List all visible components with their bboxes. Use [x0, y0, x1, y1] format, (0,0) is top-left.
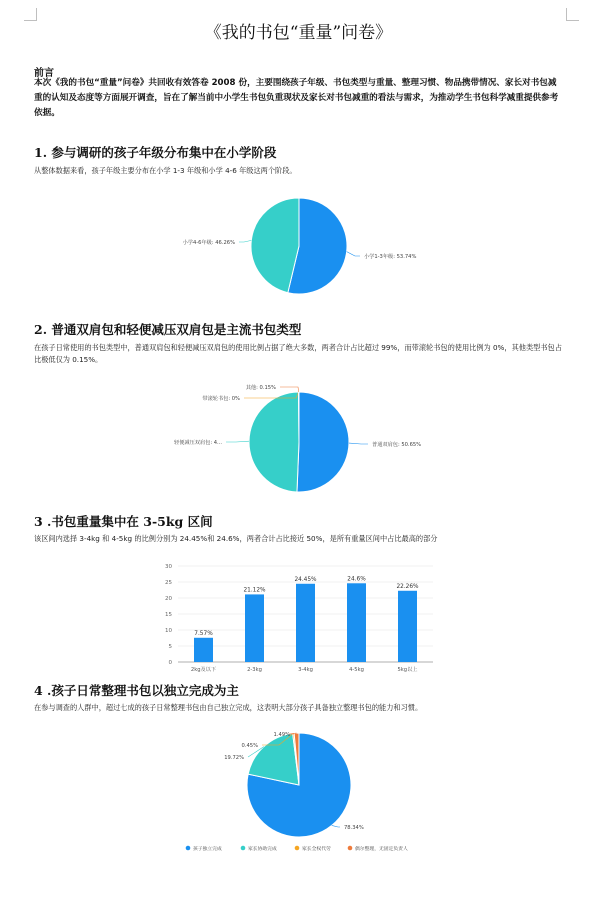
pie-label: 19.72% — [224, 755, 244, 761]
pie-label: 普通双肩包: 50.65% — [372, 442, 422, 448]
preface-heading: 前言 — [34, 68, 54, 79]
y-tick-label: 20 — [165, 596, 172, 602]
pie-leader-line — [332, 825, 340, 827]
legend-swatch — [186, 846, 191, 851]
pie-slice — [249, 392, 299, 492]
legend-label: 孩子独立完成 — [193, 847, 222, 852]
pie-slice — [297, 392, 349, 492]
pie-leader-line — [280, 387, 299, 392]
pie-label: 小学4-6年级: 46.26% — [182, 240, 235, 246]
x-tick-label: 5kg以上 — [397, 667, 418, 673]
bar — [245, 594, 264, 662]
y-tick-label: 0 — [168, 660, 172, 666]
preface-text: 本次《我的书包“重量”问卷》共回收有效答卷 2008 份，主要围绕孩子年级、书包类型与重量、整理习惯、物品携带情况、家长对书包减重的认知及态度等方面展开调查，旨在了解当前中小学生书包负重现状及家长对书包减重的看法与需求，为推动学生书包科学减重提供参考依据。 — [34, 78, 559, 118]
bar — [296, 584, 315, 662]
section-2-heading: 2. 普通双肩包和轻便减压双肩包是主流书包类型 — [34, 322, 302, 337]
legend-swatch — [295, 846, 300, 851]
legend-swatch — [348, 846, 353, 851]
pie-label: 0.45% — [241, 743, 258, 749]
pie-leader-line — [239, 240, 251, 242]
legend-label: 家长全权代劳 — [302, 847, 331, 852]
section-3-heading: 3 .书包重量集中在 3-5kg 区间 — [34, 514, 213, 529]
section-1-text: 从整体数据来看，孩子年级主要分布在小学 1-3 年级和小学 4-6 年级这两个阶段。 — [34, 166, 297, 175]
y-tick-label: 15 — [165, 612, 172, 618]
x-tick-label: 3-4kg — [298, 667, 313, 673]
y-tick-label: 25 — [165, 580, 172, 586]
pie-label: 小学1-3年级: 53.74% — [364, 254, 417, 260]
pie-leader-line — [226, 441, 249, 442]
pie-label: 78.34% — [344, 825, 364, 831]
document-title: 《我的书包“重量”问卷》 — [204, 23, 393, 43]
section-1-heading: 1. 参与调研的孩子年级分布集中在小学阶段 — [34, 145, 277, 160]
legend-swatch — [241, 846, 246, 851]
chart-organize-pie — [0, 725, 597, 855]
bar — [347, 583, 366, 662]
pie-leader-line — [347, 252, 360, 256]
pie-leader-line — [349, 443, 368, 444]
section-2-text: 在孩子日常使用的书包类型中，普通双肩包和轻便减压双肩包的使用比例占据了绝大多数，两者合计占比超过 99%，而带滚轮书包的使用比例为 0%，其他类型书包占比极低仅为 0.15%。 — [34, 343, 562, 364]
x-tick-label: 2-3kg — [247, 667, 262, 673]
section-4-heading: 4 .孩子日常整理书包以独立完成为主 — [34, 683, 239, 698]
section-4-text: 在参与调查的人群中，超过七成的孩子日常整理书包由自己独立完成，这表明大部分孩子具备独立整理书包的能力和习惯。 — [34, 703, 423, 712]
pie-label: 1.49% — [273, 732, 290, 738]
bar — [398, 591, 417, 662]
bar-value-label: 24.6% — [347, 576, 366, 583]
legend-label: 家长协助完成 — [248, 847, 277, 852]
bar-value-label: 21.12% — [243, 587, 266, 594]
pie-label: 带滚轮书包: 0% — [202, 396, 240, 402]
y-tick-label: 30 — [165, 564, 172, 570]
bar-value-label: 24.45% — [294, 576, 317, 583]
chart-bag-type-pie — [0, 380, 597, 500]
bar — [194, 638, 213, 662]
legend-label: 偶尔整理，无固定负责人 — [355, 847, 408, 852]
section-3-text: 该区间内选择 3-4kg 和 4-5kg 的比例分别为 24.45%和 24.6%，两者合计占比接近 50%，是所有重量区间中占比最高的部分 — [34, 534, 438, 543]
y-tick-label: 10 — [165, 628, 172, 634]
x-tick-label: 2kg及以下 — [190, 667, 217, 673]
pie-label: 其他: 0.15% — [245, 385, 276, 391]
chart-grade-pie — [0, 190, 597, 308]
bar-value-label: 22.26% — [396, 583, 419, 590]
bar-value-label: 7.57% — [194, 630, 213, 637]
pie-label: 轻便减压双肩包: 4... — [174, 440, 222, 446]
y-tick-label: 5 — [168, 644, 172, 650]
x-tick-label: 4-5kg — [349, 667, 364, 673]
chart-bag-weight-bar — [0, 558, 597, 676]
